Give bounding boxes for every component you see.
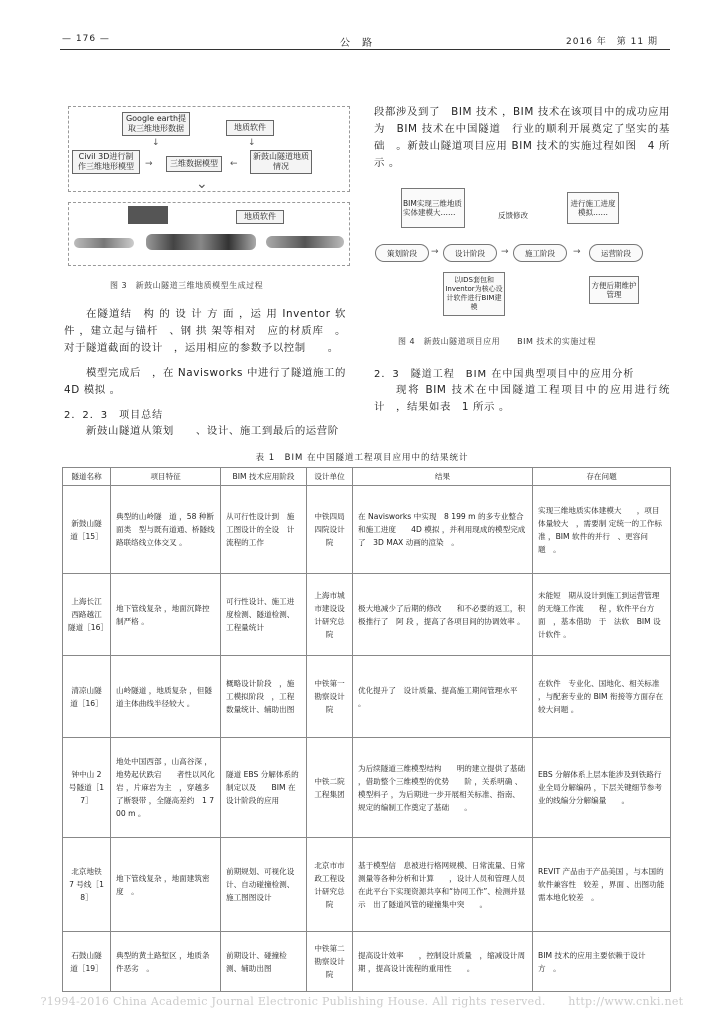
copyright-footer: ?1994-2016 China Academic Journal Electronic Publishing House. All rights reserved. http://www.cnki.net bbox=[40, 995, 684, 1008]
tunnel-geology-box: 新鼓山隧道地质情况 bbox=[250, 150, 312, 174]
table-header-cell: 项目特征 bbox=[111, 468, 221, 486]
left-paragraph-1: 在隧道结 构 的 设 计 方 面 ，运 用 Inventor 软 件 ，建立起与锚杆 、钢 拱 架等相对 应的材质库 。 对于隧道截面的设计 ，运用相应的参数予以控制 。 bbox=[64, 308, 346, 354]
tunnel-name-cell: 北京地铁 7 号线［18］ bbox=[63, 838, 111, 932]
3d-model-box: 三维数据模型 bbox=[166, 156, 222, 172]
construction-stage-box: 施工阶段 bbox=[513, 244, 567, 262]
tunnel-name-cell: 上海长江西路越江隧道［16］ bbox=[63, 574, 111, 656]
table-cell: 实现三维地质实体建模大 ，项目体量较大 ，需要制 定统一的工作标准 ，BIM 软件的并行 、更容问题 。 bbox=[533, 486, 671, 574]
design-stage-box: 设计阶段 bbox=[443, 244, 497, 262]
arrow-right-icon: → bbox=[145, 159, 153, 169]
table-cell: 基于模型信 息被进行格网规模、日常流量、日常测量等各种分析和计算 ，设计人员和管理人员在此平台下实现资源共享和“协同工作”、检测并显示 出了隧道风管的碰撞集中突 。 bbox=[353, 838, 533, 932]
model-strip-image bbox=[74, 238, 134, 248]
table-cell: 中铁第二勘察设计院 bbox=[307, 932, 353, 992]
table-cell: 提高设计效率 ，控制设计质量 ，缩减设计周期 ，提高设计流程的重用性 。 bbox=[353, 932, 533, 992]
table-cell: 上海市城市建设设计研究总院 bbox=[307, 574, 353, 656]
civil3d-box: Civil 3D进行制作三维地形模型 bbox=[72, 150, 140, 174]
table-header-row bbox=[63, 468, 671, 486]
table-1 bbox=[62, 467, 678, 992]
table-header-cell: 存在问题 bbox=[533, 468, 671, 486]
arrow-down-icon: ↓ bbox=[248, 138, 256, 148]
construction-schedule-box: 进行施工进度模拟…… bbox=[567, 192, 619, 224]
arrow-right-icon: → bbox=[431, 247, 439, 257]
table-cell: 前期规划、可视化设计、自动碰撞检测、施工图图设计 bbox=[221, 838, 307, 932]
table-cell: 概略设计阶段 ，施工模拟阶段 ，工程数量统计、辅助出图 bbox=[221, 656, 307, 738]
figure-3-caption: 图 3 新鼓山隧道三维地质模型生成过程 bbox=[110, 281, 264, 290]
google-earth-box: Google earth提取三维地形数据 bbox=[122, 112, 190, 136]
geology-software-box: 地质软件 bbox=[226, 120, 274, 136]
arrow-right-icon: → bbox=[501, 247, 509, 257]
figure-4-diagram bbox=[371, 186, 671, 316]
planning-stage-box: 策划阶段 bbox=[375, 244, 429, 262]
table-header-cell: 设计单位 bbox=[307, 468, 353, 486]
right-paragraph-2: 现将 BIM 技术在中国隧道工程项目中的应用进行统计 ，结果如表 1 所示 。 bbox=[374, 384, 670, 413]
bim-geology-box: BIM实现三维地质实体建模大…… bbox=[401, 188, 465, 228]
section-2-2-3-heading: 2．2．3 项目总结 bbox=[64, 410, 164, 421]
table-cell: 在软件 专业化、国地化、相关标准 ，与配套专业的 BIM 衔接等方面存在较大问题 。 bbox=[533, 656, 671, 738]
figure-4-caption: 图 4 新鼓山隧道项目应用 BIM 技术的实施过程 bbox=[398, 337, 596, 346]
table-1-title: 表 1 BIM 在中国隧道工程项目应用中的结果统计 bbox=[255, 453, 469, 463]
table-row bbox=[63, 574, 671, 656]
table-cell: EBS 分解体系上层本能涉及到铁路行业全局分解编码 ，下层关键细节参考 业的线编分分解编量 。 bbox=[533, 738, 671, 838]
table-cell: 山岭隧道 ，地质复杂 ，但隧道主体曲线半径较大 。 bbox=[111, 656, 221, 738]
chevron-down-icon: ⌄ bbox=[196, 176, 208, 192]
model-strip-image bbox=[266, 236, 344, 248]
table-cell: 典型的山岭隧 道 ，58 种断面类 型与既有道通、桥隧线路联络线立体交叉 。 bbox=[111, 486, 221, 574]
left-paragraph-2: 模型完成后 ，在 Navisworks 中进行了隧道施工的 4D 模拟 。 bbox=[64, 367, 346, 396]
arrow-left-icon: ← bbox=[230, 159, 238, 169]
table-row bbox=[63, 932, 671, 992]
page-number: — 176 — bbox=[62, 34, 110, 44]
arrow-right-icon: → bbox=[573, 247, 581, 257]
table-cell: 北京市市政工程设计研究总院 bbox=[307, 838, 353, 932]
right-paragraph-1: 段都涉及到了 BIM 技术 ，BIM 技术在该项目中的成功应用为 BIM 技术在中国隧道 行业的顺利开展奠定了坚实的基础 。新鼓山隧道项目应用 BIM 技术的实施过程如图 4 所示 。 bbox=[374, 106, 670, 169]
table-cell: 为后续隧道三维模型结构 明的建立提供了基础 ，借助整个三维模型的优势 阶 ，关系明确 、模型料子 ，为后期进一步开展相关标准、指南、规定的编制工作奠定了基础 。 bbox=[353, 738, 533, 838]
feedback-label: 反馈修改 bbox=[498, 210, 528, 220]
geology-software-box-2: 地质软件 bbox=[236, 210, 284, 224]
tunnel-name-cell: 石鼓山隧道［19］ bbox=[63, 932, 111, 992]
maintenance-box: 方便后期维护管理 bbox=[589, 276, 639, 304]
tunnel-name-cell: 钟中山 2 号隧道［17］ bbox=[63, 738, 111, 838]
issue-info: 2016 年 第 11 期 bbox=[566, 37, 658, 47]
table-row bbox=[63, 738, 671, 838]
table-header-cell: 隧道名称 bbox=[63, 468, 111, 486]
table-cell: 中铁第一勘察设计院 bbox=[307, 656, 353, 738]
table-cell: 未能短 期从设计到施工到运营管理的无缝工作流 程 ，软件平台方面 ，基本借助 于 法软 BIM 设计软件 。 bbox=[533, 574, 671, 656]
table-cell: 前期设计、碰撞检测、辅助出图 bbox=[221, 932, 307, 992]
table-cell: 中铁四局四院设计院 bbox=[307, 486, 353, 574]
table-cell: REVIT 产品由于产品美国 ，与本国的软件兼容性 较差 ，界面 、出图功能需本地化较差 。 bbox=[533, 838, 671, 932]
table-cell: 地下管线复杂 ，地面建筑密度 。 bbox=[111, 838, 221, 932]
table-row bbox=[63, 838, 671, 932]
figure-3-top-panel bbox=[68, 106, 350, 192]
journal-name: 公 路 bbox=[340, 38, 373, 49]
table-cell: 中铁二院工程集团 bbox=[307, 738, 353, 838]
table-cell: 极大地减少了后期的修改 和不必要的返工，积极推行了 阿 段 ，提高了各项目间的协调效率 。 bbox=[353, 574, 533, 656]
tunnel-name-cell: 清凉山隧道［16］ bbox=[63, 656, 111, 738]
table-cell: 典型的黄土路堑区 ，地质条件恶劣 。 bbox=[111, 932, 221, 992]
table-cell: 隧道 EBS 分解体系的制定以及 BIM 在设计阶段的应用 bbox=[221, 738, 307, 838]
table-cell: BIM 技术的应用主要依赖于设计方 。 bbox=[533, 932, 671, 992]
left-paragraph-3: 新鼓山隧道从策划 、设计、施工到最后的运营阶 bbox=[86, 425, 339, 437]
arrow-down-icon: ↓ bbox=[152, 138, 160, 148]
table-row bbox=[63, 656, 671, 738]
figure-3-diagram bbox=[68, 106, 350, 266]
table-cell: 地下管线复杂 ，地面沉降控制严格 。 bbox=[111, 574, 221, 656]
operation-stage-box: 运营阶段 bbox=[589, 244, 643, 262]
table-cell: 地处中国西部 ，山高谷深 ，地势起伏跌宕 者性以风化岩 ，片麻岩为主 ，穿越多了断裂带 ，全隧高差约 1 700 m 。 bbox=[111, 738, 221, 838]
terrain-image bbox=[128, 206, 168, 224]
section-2-3-heading: 2．3 隧道工程 BIM 在中国典型项目中的应用分析 bbox=[374, 369, 635, 380]
tunnel-name-cell: 新鼓山隧道［15］ bbox=[63, 486, 111, 574]
table-header-cell: BIM 技术应用阶段 bbox=[221, 468, 307, 486]
model-strip-image bbox=[146, 234, 256, 250]
table-row bbox=[63, 486, 671, 574]
table-cell: 从可行性设计到 施工图设计的全设 计流程的工作 bbox=[221, 486, 307, 574]
table-cell: 可行性设计、施工进度检测、隧道检测、工程量统计 bbox=[221, 574, 307, 656]
table-header-cell: 结果 bbox=[353, 468, 533, 486]
table-cell: 在 Navisworks 中实现 8 199 m 的多专业整合和施工进度 4D 模拟 ，并利用现成的模型完成了 3D MAX 动画的渲染 。 bbox=[353, 486, 533, 574]
autodesk-modeling-box: 以IDS套包和Inventor为核心设计软件进行BIM建模 bbox=[443, 272, 505, 316]
header-rule bbox=[60, 49, 670, 50]
table-cell: 优化提升了 设计质量、提高施工期间管理水平 。 bbox=[353, 656, 533, 738]
